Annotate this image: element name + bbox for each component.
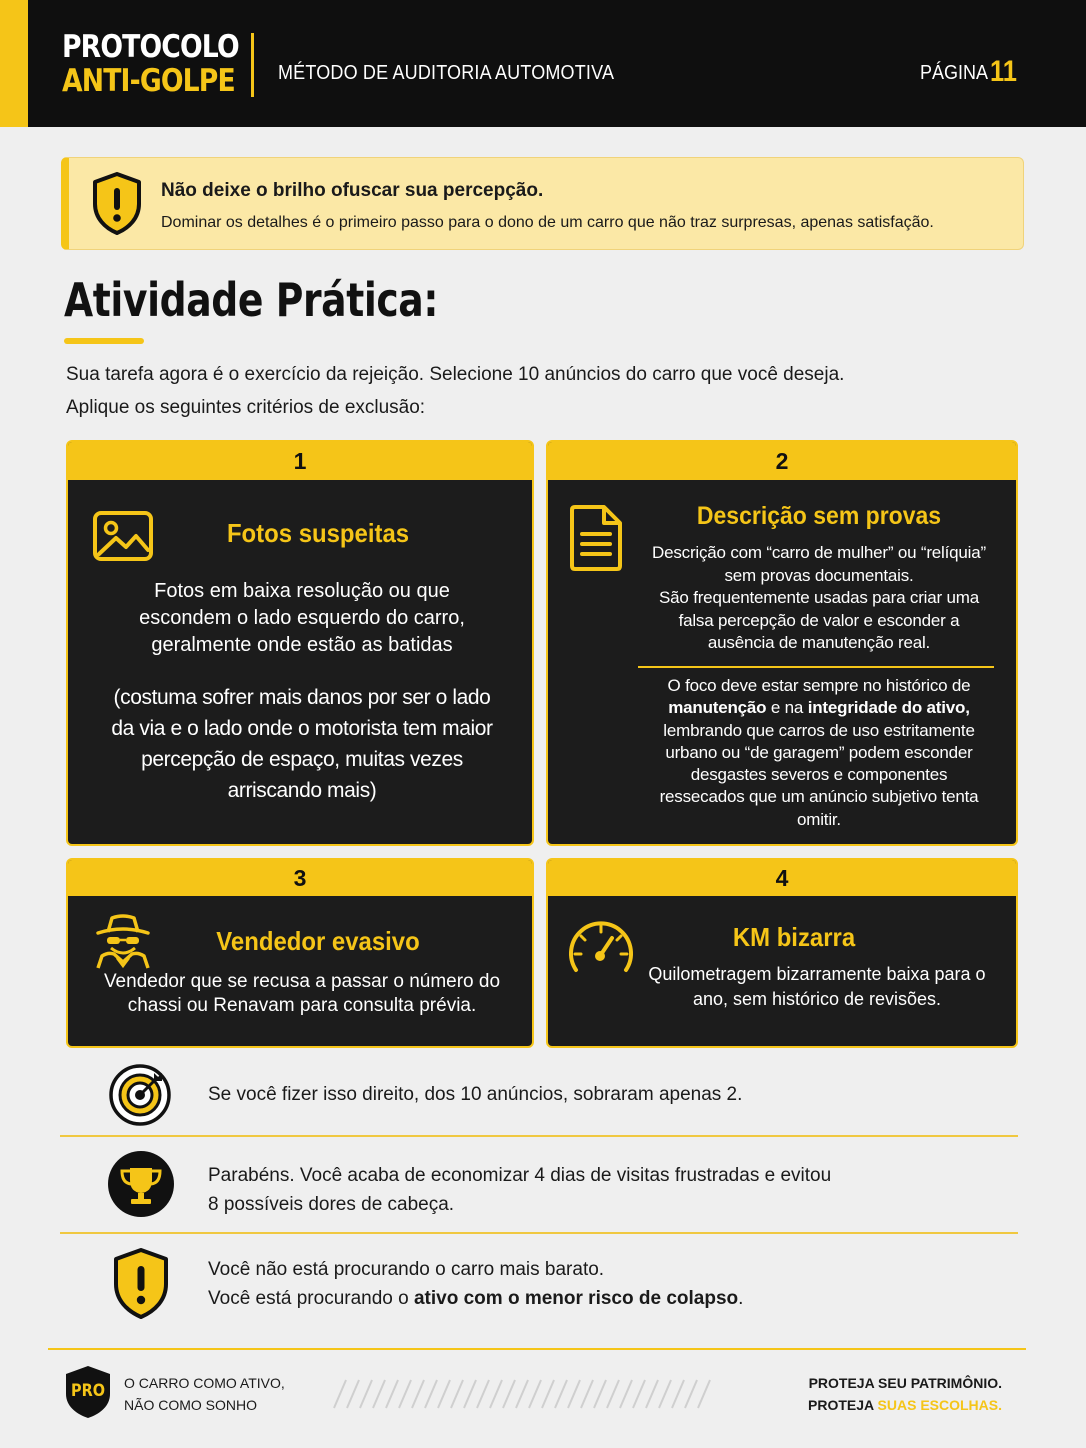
card-note-line: (costuma sofrer mais danos por ser o lado xyxy=(113,686,491,709)
alert-body: Dominar os detalhes é o primeiro passo para o dono de um carro que não traz surpresas, apenas satisfação. xyxy=(161,214,934,231)
criterion-card-3 xyxy=(66,858,534,1048)
card-number: 3 xyxy=(68,860,532,896)
hatch-line xyxy=(698,1380,710,1408)
card-number: 1 xyxy=(68,442,532,480)
card-note-span: e na xyxy=(766,698,808,718)
hatch-line xyxy=(607,1380,619,1408)
hatch-line xyxy=(347,1380,359,1408)
brand-logo xyxy=(62,30,239,98)
criterion-card-2 xyxy=(546,440,1018,846)
hatch-line xyxy=(646,1380,658,1408)
hatch-line xyxy=(672,1380,684,1408)
card-text-line: geralmente onde estão as batidas xyxy=(151,634,453,656)
footer-tagline-left xyxy=(124,1372,285,1416)
criterion-card-4 xyxy=(546,858,1018,1048)
card-note-line: desgastes severos e componentes xyxy=(690,765,948,785)
hatch-line xyxy=(516,1380,528,1408)
tip-text-line xyxy=(208,1284,743,1313)
footer-left-line: NÃO COMO SONHO xyxy=(124,1397,258,1413)
card-note xyxy=(632,675,1006,831)
card-text-line: São frequentemente usadas para criar uma xyxy=(659,588,979,607)
intro-line-2: Aplique os seguintes critérios de exclusão: xyxy=(66,397,426,418)
card-title: KM bizarra xyxy=(732,922,856,952)
tip-row-2 xyxy=(60,1148,1018,1228)
target-icon xyxy=(108,1062,172,1126)
card-text-line: Vendedor que se recusa a passar o número do xyxy=(103,971,501,992)
card-note-bold: manutenção xyxy=(668,698,767,718)
tip-row-1 xyxy=(60,1060,1018,1132)
header-subtitle: MÉTODO DE AUDITORIA AUTOMOTIVA xyxy=(278,62,615,84)
card-divider xyxy=(638,666,994,668)
section-title-underline xyxy=(64,338,144,344)
alert-banner xyxy=(61,157,1024,250)
alert-title: Não deixe o brilho ofuscar sua percepção. xyxy=(161,180,544,201)
hatch-line xyxy=(529,1380,541,1408)
hatch-line xyxy=(685,1380,697,1408)
tip-text-bold: ativo com o menor risco de colapso xyxy=(413,1288,739,1309)
page-header xyxy=(0,0,1086,127)
card-note-line xyxy=(632,697,1006,719)
trophy-icon xyxy=(107,1150,175,1218)
tip-text-line: 8 possíveis dores de cabeça. xyxy=(208,1194,455,1215)
card-note-line: arriscando mais) xyxy=(227,779,377,802)
tip-text xyxy=(208,1255,743,1313)
card-text-line: ano, sem histórico de revisões. xyxy=(692,989,942,1009)
hatch-line xyxy=(581,1380,593,1408)
card-text xyxy=(78,970,526,1018)
tip-row-3 xyxy=(60,1244,1018,1324)
card-text xyxy=(634,962,1000,1012)
hatch-line xyxy=(412,1380,424,1408)
tip-text-span: . xyxy=(738,1288,744,1309)
hatch-line xyxy=(555,1380,567,1408)
card-note-line: da via e o lado onde o motorista tem maior xyxy=(111,717,493,740)
footer-left-line: O CARRO COMO ATIVO, xyxy=(124,1375,285,1391)
card-text-line: escondem o lado esquerdo do carro, xyxy=(139,607,465,629)
tip-separator xyxy=(60,1135,1018,1137)
card-note-line: lembrando que carros de uso estritamente xyxy=(663,720,975,740)
hatch-line xyxy=(659,1380,671,1408)
card-number: 4 xyxy=(548,860,1016,896)
section-intro xyxy=(66,358,844,424)
criterion-card-1 xyxy=(66,440,534,846)
hatch-line xyxy=(503,1380,515,1408)
card-note-bold: integridade do ativo, xyxy=(807,698,970,718)
hatch-line xyxy=(620,1380,632,1408)
card-text-line: Fotos em baixa resolução ou que xyxy=(154,580,450,602)
section-title: Atividade Prática: xyxy=(64,273,439,327)
tip-text-span: Você está procurando o xyxy=(208,1288,414,1309)
pro-badge xyxy=(64,1364,112,1420)
tip-text xyxy=(208,1161,831,1219)
hatch-line xyxy=(373,1380,385,1408)
card-text-line: Quilometragem bizarramente baixa para o xyxy=(648,964,986,984)
image-icon xyxy=(92,510,154,562)
hatch-line xyxy=(386,1380,398,1408)
document-icon xyxy=(568,504,624,572)
tip-text: Se você fizer isso direito, dos 10 anúncios, sobraram apenas 2. xyxy=(208,1084,743,1105)
footer-right-highlight: SUAS ESCOLHAS. xyxy=(877,1397,1002,1413)
footer-hatch-decoration xyxy=(330,1378,715,1410)
footer-tagline-right xyxy=(808,1372,1002,1416)
page-number: 11 xyxy=(990,55,1017,88)
card-text-line: falsa percepção de valor e esconder a xyxy=(678,610,960,630)
intro-line-1: Sua tarefa agora é o exercício da rejeição. Selecione 10 anúncios do carro que você deseja. xyxy=(66,364,845,385)
card-note-line: omitir. xyxy=(797,809,841,829)
card-note-line: percepção de espaço, muitas vezes xyxy=(141,748,463,771)
footer-divider xyxy=(48,1348,1026,1350)
shield-warning-icon xyxy=(89,170,145,236)
footer-right-span: PROTEJA xyxy=(808,1397,878,1413)
tip-text-line: Parabéns. Você acaba de economizar 4 dias de visitas frustradas e evitou xyxy=(208,1165,832,1186)
card-title: Fotos suspeitas xyxy=(226,518,410,548)
hatch-line xyxy=(425,1380,437,1408)
hatch-line xyxy=(490,1380,502,1408)
pro-badge-label: PRO xyxy=(70,1381,105,1401)
header-accent-stripe xyxy=(0,0,28,127)
card-text-line: chassi ou Renavam para consulta prévia. xyxy=(127,995,477,1016)
hatch-line xyxy=(451,1380,463,1408)
tip-text-line: Você não está procurando o carro mais barato. xyxy=(208,1259,605,1280)
card-text xyxy=(632,542,1006,655)
card-text-line: sem provas documentais. xyxy=(724,565,914,585)
speedometer-icon xyxy=(566,916,636,976)
spy-icon xyxy=(92,912,154,970)
footer-right-line: PROTEJA SEU PATRIMÔNIO. xyxy=(808,1375,1002,1391)
footer-right-line xyxy=(808,1394,1002,1416)
hatch-line xyxy=(334,1380,346,1408)
hatch-line xyxy=(568,1380,580,1408)
card-note xyxy=(74,682,530,806)
header-divider xyxy=(251,33,254,97)
hatch-line xyxy=(360,1380,372,1408)
hatch-line xyxy=(399,1380,411,1408)
card-note-line: O foco deve estar sempre no histórico de xyxy=(667,676,971,695)
card-text-line: Descrição com “carro de mulher” ou “relíquia” xyxy=(652,543,986,562)
shield-warning-icon xyxy=(110,1246,172,1320)
tip-separator xyxy=(60,1232,1018,1234)
card-text xyxy=(78,578,526,659)
brand-line-1: PROTOCOLO xyxy=(62,29,239,65)
card-title: Descrição sem provas xyxy=(696,502,942,530)
card-note-line: ressecados que um anúncio subjetivo tenta xyxy=(659,787,979,807)
hatch-line xyxy=(542,1380,554,1408)
hatch-line xyxy=(594,1380,606,1408)
hatch-line xyxy=(464,1380,476,1408)
card-note-line: urbano ou “de garagem” podem esconder xyxy=(665,742,973,762)
hatch-line xyxy=(633,1380,645,1408)
card-title: Vendedor evasivo xyxy=(216,926,420,956)
page-label: PÁGINA xyxy=(920,62,989,84)
brand-line-2: ANTI-GOLPE xyxy=(62,63,235,99)
hatch-line xyxy=(438,1380,450,1408)
hatch-line xyxy=(477,1380,489,1408)
card-text-line: ausência de manutenção real. xyxy=(707,633,931,652)
card-number: 2 xyxy=(548,442,1016,480)
